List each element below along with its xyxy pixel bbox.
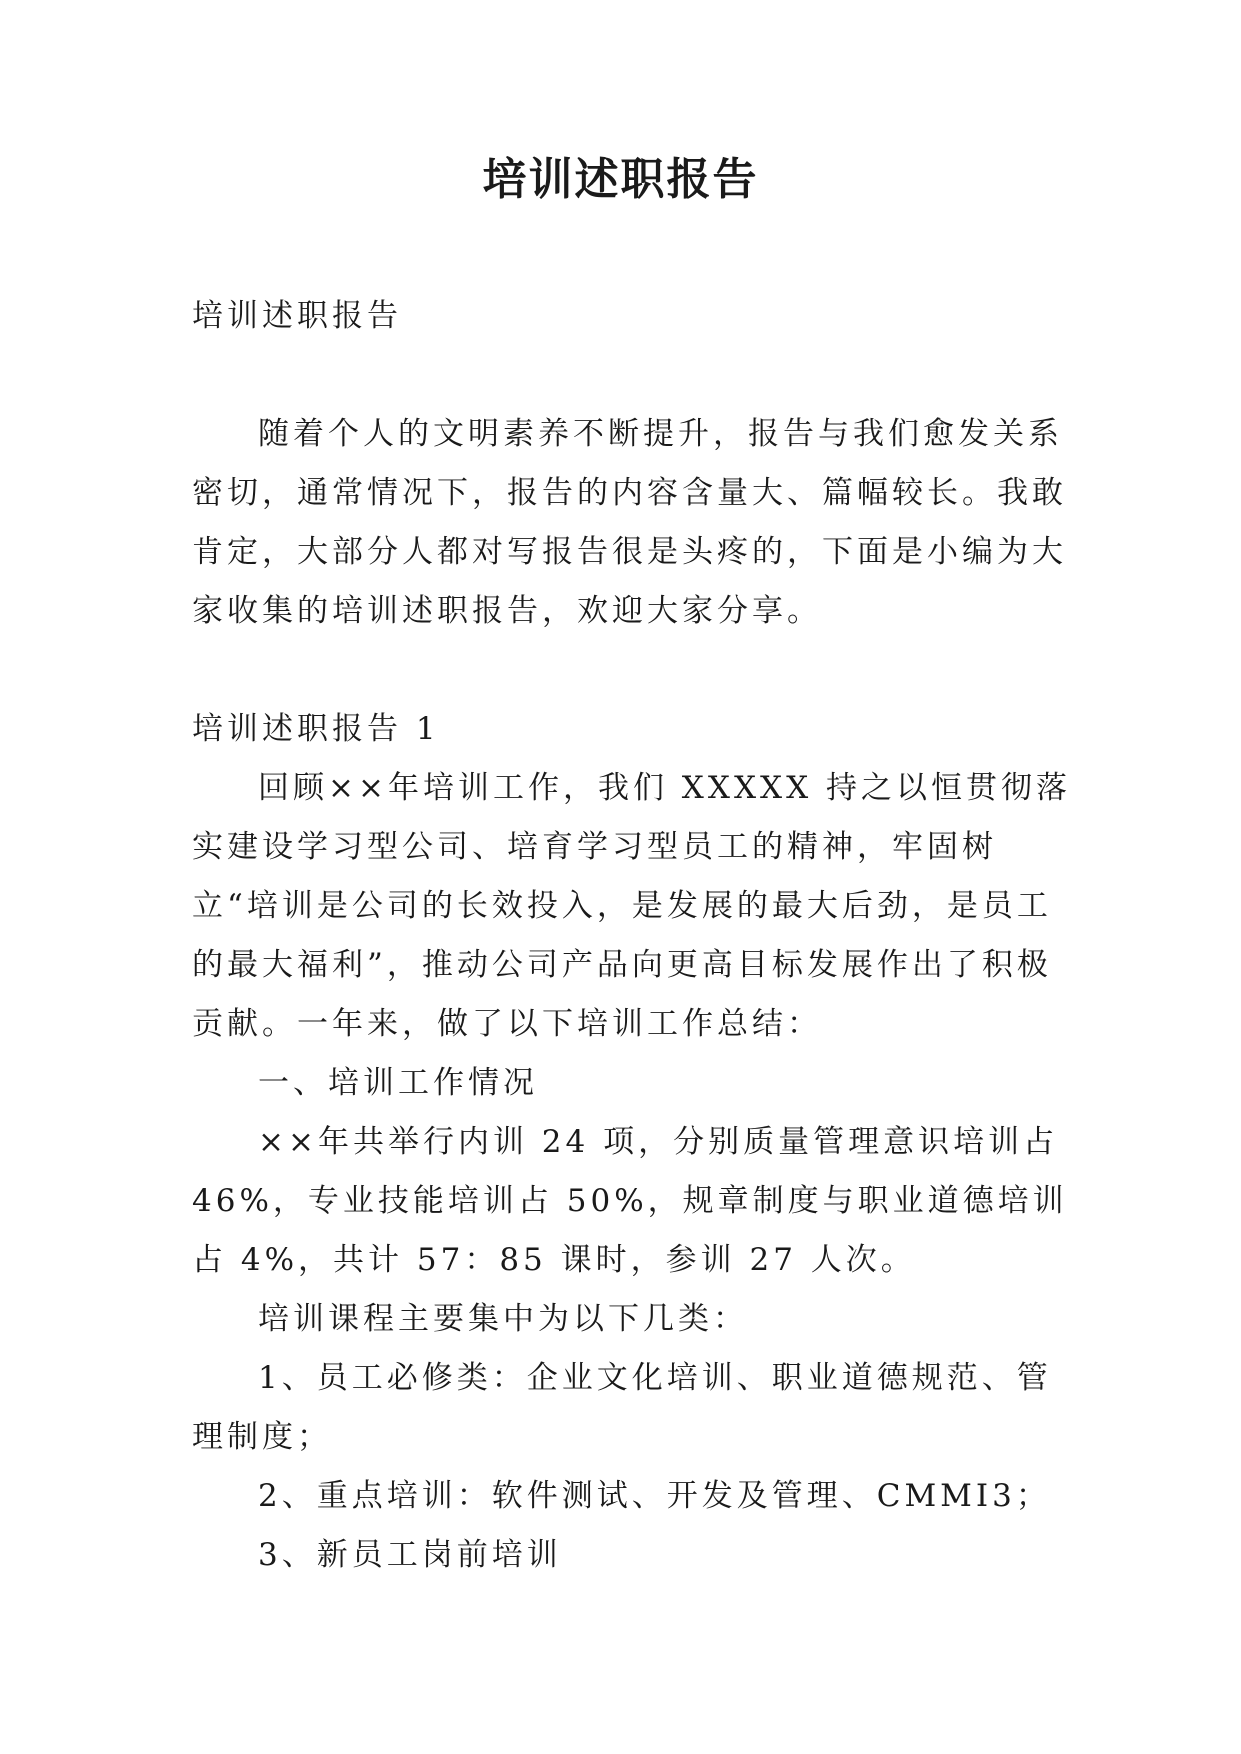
- intro-paragraph: 随着个人的文明素养不断提升，报告与我们愈发关系密切，通常情况下，报告的内容含量大、篇幅较长。我敢肯定，大部分人都对写报告很是头疼的，下面是小编为大家收集的培训述职报告，欢迎大家分享。: [192, 416, 1067, 629]
- paragraph-course-categories: 培训课程主要集中为以下几类：: [258, 1301, 748, 1337]
- document-title: 培训述职报告: [482, 154, 759, 205]
- document-subtitle: 培训述职报告: [192, 298, 402, 334]
- paragraph-statistics: ××年共举行内训 24 项，分别质量管理意识培训占 46%，专业技能培训占 50%，规章制度与职业道德培训占 4%，共计 57：85 课时，参训 27 人次。: [192, 1124, 1068, 1278]
- list-item-required: 1、员工必修类：企业文化培训、职业道德规范、管理制度；: [192, 1360, 1052, 1455]
- list-item-key-training: 2、重点培训：软件测试、开发及管理、CMMI3；: [258, 1478, 1051, 1514]
- heading-training-status: 一、培训工作情况: [258, 1065, 538, 1101]
- paragraph-review: 回顾××年培训工作，我们 XXXXX 持之以恒贯彻落实建设学习型公司、培育学习型员工的精神，牢固树立“培训是公司的长效投入，是发展的最大后劲，是员工的最大福利”，推动公司产品向更高目标发展作出了积极贡献。一年来，做了以下培训工作总结：: [192, 770, 1072, 1042]
- list-item-new-employee: 3、新员工岗前培训: [258, 1537, 562, 1573]
- section-heading: 培训述职报告 1: [192, 711, 440, 747]
